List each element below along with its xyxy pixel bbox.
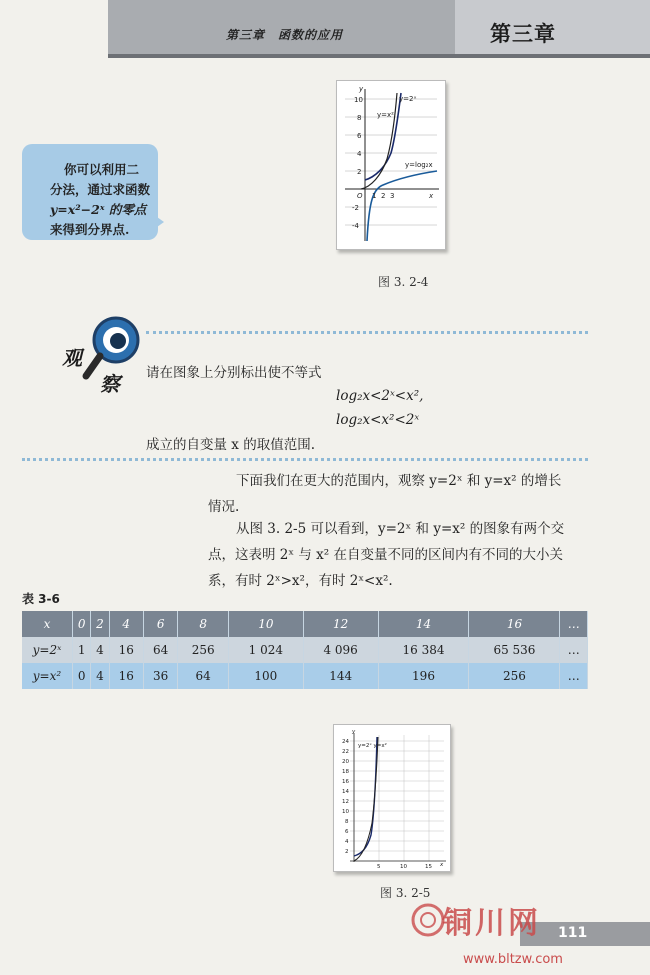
y-tick: 16 xyxy=(342,779,349,785)
y-tick: 2 xyxy=(357,168,362,176)
table-cell: 10 xyxy=(228,611,303,637)
row-header: x xyxy=(22,611,73,637)
watermark-text: 铜川网 xyxy=(442,906,541,941)
y-tick: 14 xyxy=(342,789,349,795)
x-tick: 15 xyxy=(425,864,432,870)
tip-line: 你可以利用二 xyxy=(64,162,140,177)
x-tick: 1 xyxy=(372,192,377,200)
table-caption: 表 3-6 xyxy=(22,592,60,606)
y-tick: 24 xyxy=(342,739,349,745)
curve-square xyxy=(361,93,397,189)
y-tick: 4 xyxy=(345,839,349,845)
header-rule xyxy=(108,54,650,58)
label-exp: y=2ˣ xyxy=(399,95,417,103)
table-cell: … xyxy=(560,663,588,689)
table-cell: 2 xyxy=(91,611,109,637)
y-tick: -4 xyxy=(352,222,359,230)
tip-bubble-tail xyxy=(150,212,164,232)
tip-line: 分法，通过求函数 xyxy=(50,182,151,197)
observe-icon-text-1: 观 xyxy=(62,346,82,370)
label-log: y=log₂x xyxy=(405,161,433,169)
curve-square xyxy=(354,737,378,861)
table-cell: 65 536 xyxy=(469,637,560,663)
observe-inequality-1: log₂x<2ˣ<x², xyxy=(336,388,424,404)
table-cell: 1 xyxy=(73,637,91,663)
section-title: 第三章 函数的应用 xyxy=(226,28,344,42)
table-cell: 144 xyxy=(303,663,378,689)
table-row xyxy=(22,637,588,663)
y-tick: -2 xyxy=(352,204,359,212)
x-axis-label: x xyxy=(440,862,444,868)
table-cell: 4 xyxy=(91,637,109,663)
table-cell: 196 xyxy=(378,663,469,689)
figure-3-2-4-plot xyxy=(337,81,445,249)
row-header: y=x² xyxy=(22,663,73,689)
table-cell: 4 xyxy=(109,611,143,637)
table-cell: 256 xyxy=(469,663,560,689)
figure-3-2-5-caption: 图 3. 2-5 xyxy=(380,886,431,900)
row-header: y=2ˣ xyxy=(22,637,73,663)
watermark-url: www.bltzw.com xyxy=(463,952,563,967)
observe-prompt: 请在图象上分别标出使不等式 xyxy=(146,365,322,381)
tip-text xyxy=(50,160,152,240)
label-square: y=x² xyxy=(377,111,394,119)
table-row xyxy=(22,663,588,689)
figure-3-2-4 xyxy=(336,80,446,250)
table-cell: 4 xyxy=(91,663,109,689)
figure-3-2-5-plot xyxy=(334,725,450,871)
y-tick: 4 xyxy=(357,150,362,158)
table-cell: 4 096 xyxy=(303,637,378,663)
y-tick: 6 xyxy=(357,132,362,140)
table-cell: 1 024 xyxy=(228,637,303,663)
page-number: 111 xyxy=(558,925,588,941)
y-axis-label: y xyxy=(359,85,364,93)
y-tick: 20 xyxy=(342,759,349,765)
y-tick: 12 xyxy=(342,799,349,805)
observe-top-rule xyxy=(146,331,588,334)
y-axis-label: y xyxy=(352,729,356,735)
table-cell: 16 384 xyxy=(378,637,469,663)
table-row xyxy=(22,611,588,637)
y-tick: 8 xyxy=(345,819,349,825)
curve-log xyxy=(367,171,437,241)
paragraph-1-line: 情况. xyxy=(208,499,240,515)
paragraph-1 xyxy=(208,468,592,520)
table-cell: 8 xyxy=(178,611,229,637)
table-cell: 64 xyxy=(178,663,229,689)
tip-line: 来得到分界点. xyxy=(50,222,130,237)
observe-bottom-rule xyxy=(22,458,588,461)
x-tick: 2 xyxy=(381,192,386,200)
figure-3-2-5 xyxy=(333,724,451,872)
watermark-logo-icon xyxy=(410,902,446,942)
observe-conclusion: 成立的自变量 x 的取值范围. xyxy=(146,437,315,453)
table-cell: 16 xyxy=(109,663,143,689)
paragraph-1-line: 下面我们在更大的范围内，观察 y=2ˣ 和 y=x² 的增长 xyxy=(236,473,562,489)
table-cell: 14 xyxy=(378,611,469,637)
paragraph-2-line: 系，有时 2ˣ>x²，有时 2ˣ<x². xyxy=(208,573,393,589)
x-tick: 5 xyxy=(377,864,381,870)
curve-labels: y=2ˣ y=x² xyxy=(358,743,387,749)
table-cell: 256 xyxy=(178,637,229,663)
paragraph-2 xyxy=(208,516,592,594)
x-tick: 10 xyxy=(400,864,407,870)
y-tick: 10 xyxy=(354,96,363,104)
table-cell: 0 xyxy=(73,611,91,637)
table-cell: 100 xyxy=(228,663,303,689)
table-cell: … xyxy=(560,611,588,637)
table-cell: 16 xyxy=(469,611,560,637)
chapter-label: 第三章 xyxy=(490,22,556,46)
table-cell: 6 xyxy=(143,611,177,637)
tip-line: y=x²−2ˣ 的零点 xyxy=(50,202,147,217)
table-cell: … xyxy=(560,637,588,663)
table-cell: 0 xyxy=(73,663,91,689)
figure-3-2-4-caption: 图 3. 2-4 xyxy=(378,275,429,289)
table-cell: 16 xyxy=(109,637,143,663)
paragraph-2-line: 从图 3. 2-5 可以看到，y=2ˣ 和 y=x² 的图象有两个交 xyxy=(236,521,565,537)
x-axis-label: x xyxy=(429,192,434,200)
observe-icon-text-2: 察 xyxy=(100,372,120,396)
observe-inequality-2: log₂x<x²<2ˣ xyxy=(336,412,420,428)
y-tick: 6 xyxy=(345,829,349,835)
paragraph-2-line: 点，这表明 2ˣ 与 x² 在自变量不同的区间内有不同的大小关 xyxy=(208,547,564,563)
table-cell: 36 xyxy=(143,663,177,689)
y-tick: 8 xyxy=(357,114,362,122)
y-tick: 10 xyxy=(342,809,349,815)
values-table xyxy=(22,611,588,689)
y-tick: 22 xyxy=(342,749,349,755)
table-cell: 12 xyxy=(303,611,378,637)
y-tick: 18 xyxy=(342,769,349,775)
table-cell: 64 xyxy=(143,637,177,663)
x-tick: 3 xyxy=(390,192,395,200)
grid xyxy=(350,735,444,861)
origin-label: O xyxy=(357,192,363,200)
y-tick: 2 xyxy=(345,849,349,855)
curve-exp xyxy=(354,737,377,856)
